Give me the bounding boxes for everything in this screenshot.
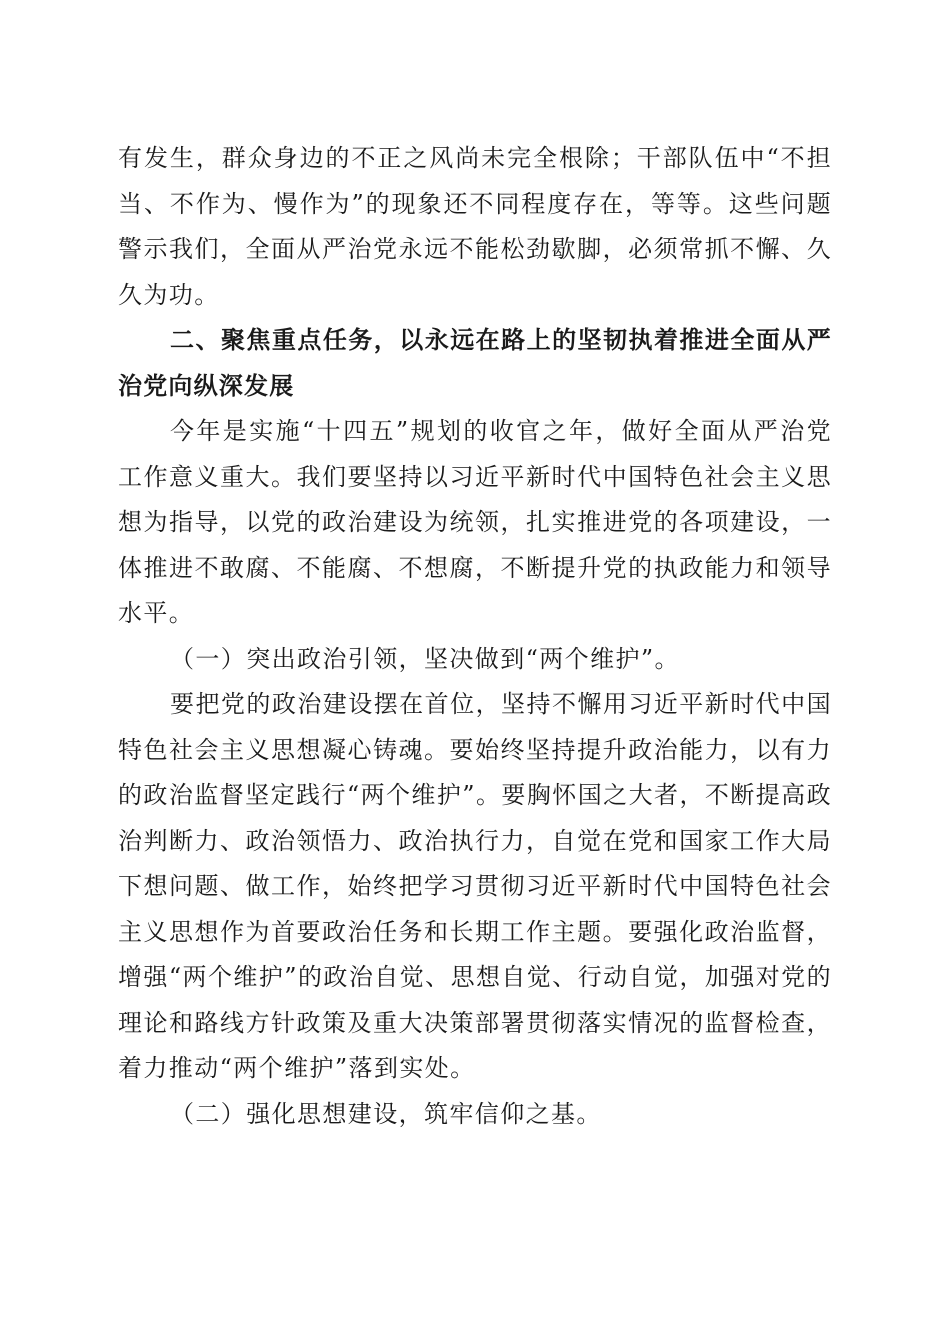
paragraph-section-2-intro: 今年是实施“十四五”规划的收官之年，做好全面从严治党工作意义重大。我们要坚持以习近平新时代中国特色社会主义思想为指导，以党的政治建设为统领，扎实推进党的各项建设，一体推进不敢腐、不能腐、不想腐，不断提升党的执政能力和领导水平。 (118, 417, 832, 627)
document-page (118, 136, 832, 1137)
subsection-2-heading: （二）强化思想建设，筑牢信仰之基。 (170, 1099, 602, 1128)
paragraph-continuation: 有发生，群众身边的不正之风尚未完全根除；干部队伍中“不担当、不作为、慢作为”的现象还不同程度存在，等等。这些问题警示我们，全面从严治党永远不能松劲歇脚，必须常抓不懈、久久为功。 (118, 144, 832, 309)
paragraph-subsection-1-body: 要把党的政治建设摆在首位，坚持不懈用习近平新时代中国特色社会主义思想凝心铸魂。要始终坚持提升政治能力，以有力的政治监督坚定践行“两个维护”。要胸怀国之大者，不断提高政治判断力、政治领悟力、政治执行力，自觉在党和国家工作大局下想问题、做工作，始终把学习贯彻习近平新时代中国特色社会主义思想作为首要政治任务和长期工作主题。要强化政治监督，增强“两个维护”的政治自觉、思想自觉、行动自觉，加强对党的理论和路线方针政策及重大决策部署贯彻落实情况的监督检查，着力推动“两个维护”落到实处。 (118, 690, 832, 1082)
section-2-heading: 二、聚焦重点任务，以永远在路上的坚韧执着推进全面从严治党向纵深发展 (118, 326, 832, 400)
subsection-1-heading: （一）突出政治引领，坚决做到“两个维护”。 (170, 644, 680, 673)
